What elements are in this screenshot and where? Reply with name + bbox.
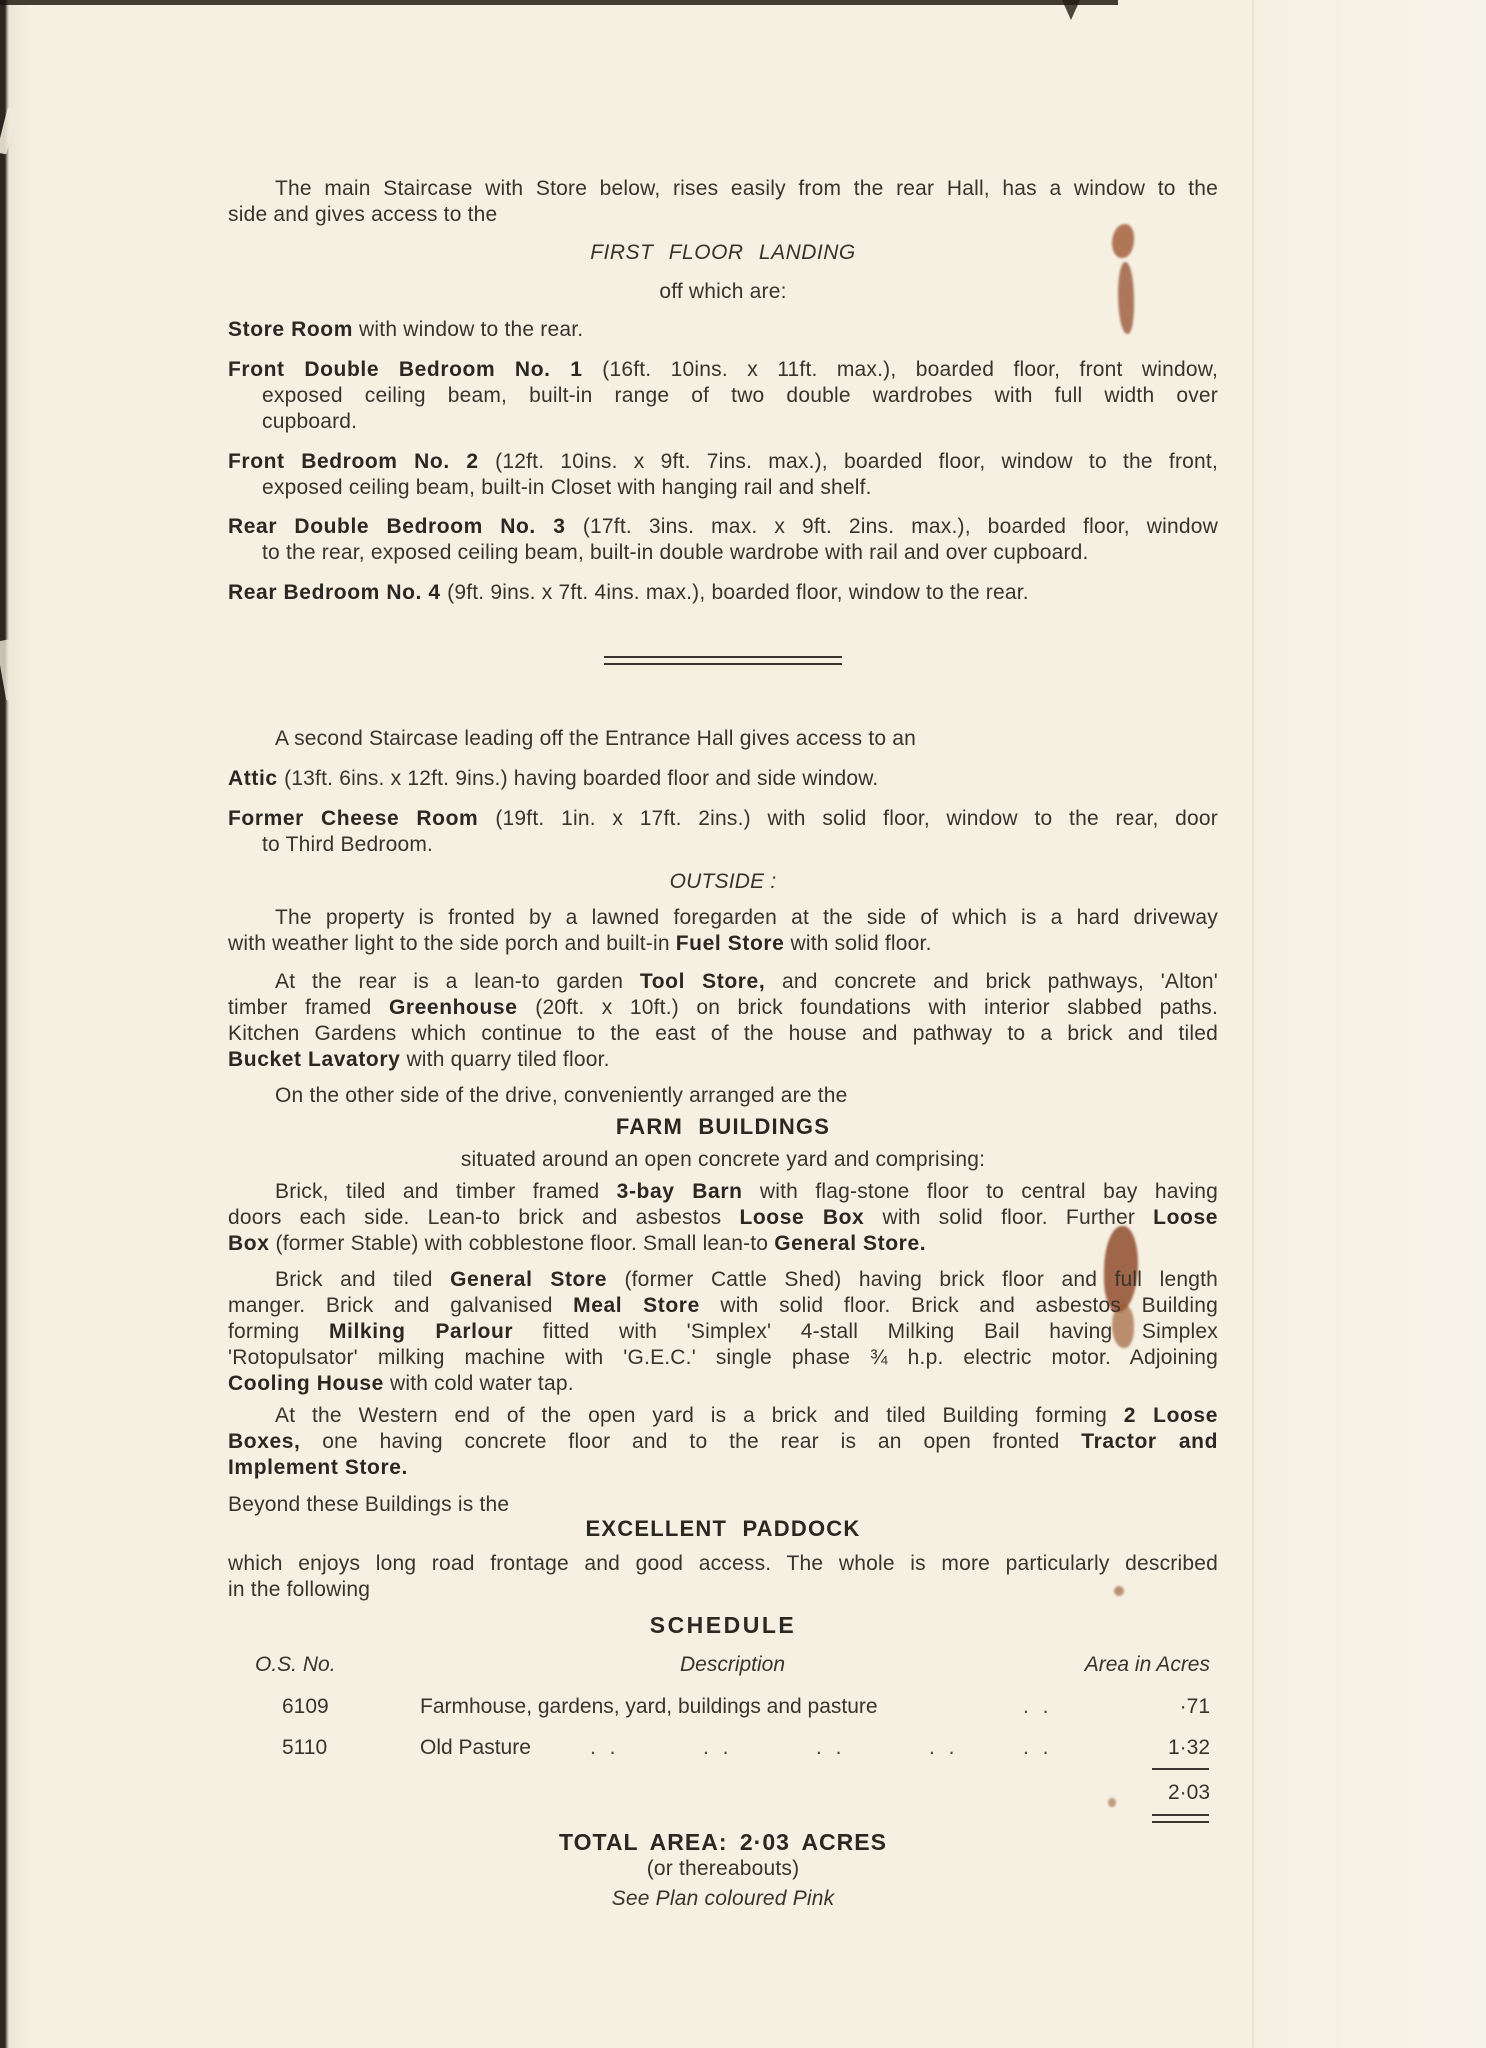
beyond-buildings-line <box>228 1492 1218 1518</box>
loose-boxes-paragraph <box>228 1403 1218 1481</box>
text-line: The property is fronted by a lawned foregarden at the side of which is a hard driveway <box>275 906 1218 929</box>
dot-leader: . . <box>1023 1736 1053 1759</box>
text-line: Former Cheese Room (19ft. 1in. x 17ft. 2ins.) with solid floor, window to the rear, door <box>228 807 1219 830</box>
heading-outside: OUTSIDE : <box>669 870 777 893</box>
total-double-rule <box>1152 1814 1209 1823</box>
heading-schedule: SCHEDULE <box>649 1612 797 1638</box>
page-left-edge <box>0 0 9 2048</box>
paddock-description-paragraph <box>228 1551 1218 1603</box>
schedule-row <box>228 1694 1218 1720</box>
property-front-paragraph <box>228 905 1218 957</box>
text-line: Boxes, one having concrete floor and to the rear is an open fronted Tractor and <box>228 1430 1218 1453</box>
text-line: Attic (13ft. 6ins. x 12ft. 9ins.) having boarded floor and side window. <box>228 767 879 790</box>
dot-leader: . . <box>1023 1695 1053 1718</box>
text-line: Beyond these Buildings is the <box>228 1493 510 1516</box>
column-header-description: Description <box>680 1653 786 1676</box>
section-divider <box>228 656 1218 665</box>
text-line: manger. Brick and galvanised Meal Store with solid floor. Brick and asbestos Building <box>228 1294 1218 1317</box>
text-line: exposed ceiling beam, built-in range of two double wardrobes with full width over <box>262 384 1218 407</box>
text-line: Box (former Stable) with cobblestone floor. Small lean-to General Store. <box>228 1232 927 1255</box>
column-header-os-no: O.S. No. <box>255 1653 336 1676</box>
dot-leader: . . <box>703 1736 733 1759</box>
os-number: 5110 <box>282 1736 328 1759</box>
room-front-double-bedroom-1 <box>228 357 1218 435</box>
subheading-situated: situated around an open concrete yard and comprising: <box>460 1148 986 1171</box>
general-store-paragraph <box>228 1267 1218 1397</box>
barn-paragraph <box>228 1179 1218 1257</box>
text-line: Cooling House with cold water tap. <box>228 1372 574 1395</box>
text-line: in the following <box>228 1578 371 1601</box>
room-store-room <box>228 317 1218 343</box>
second-staircase-paragraph <box>228 726 1218 752</box>
text-line: Kitchen Gardens which continue to the east of the house and pathway to a brick and tiled <box>228 1022 1218 1045</box>
heading-excellent-paddock: EXCELLENT PADDOCK <box>585 1516 861 1541</box>
thereabouts-line: (or thereabouts) <box>646 1857 800 1880</box>
rear-garden-paragraph <box>228 969 1218 1073</box>
text-line: On the other side of the drive, conveniently arranged are the <box>275 1084 848 1107</box>
text-line: to the rear, exposed ceiling beam, built-in double wardrobe with rail and over cupboard. <box>262 541 1089 564</box>
text-line: to Third Bedroom. <box>262 833 434 856</box>
schedule-row <box>228 1735 1218 1761</box>
parcel-description: Old Pasture <box>420 1736 531 1759</box>
subheading-off-which-are: off which are: <box>659 280 787 303</box>
dot-leader: . . <box>929 1736 959 1759</box>
text-line: which enjoys long road frontage and good access. The whole is more particularly described <box>228 1552 1218 1575</box>
dot-leader: . . <box>816 1736 846 1759</box>
text-line: At the Western end of the open yard is a brick and tiled Building forming 2 Loose <box>275 1404 1218 1427</box>
room-front-bedroom-2 <box>228 449 1218 501</box>
text-line: Brick, tiled and timber framed 3-bay Barn with flag-stone floor to central bay having <box>275 1180 1218 1203</box>
intro-paragraph <box>228 176 1218 228</box>
text-line: Rear Double Bedroom No. 3 (17ft. 3ins. max. x 9ft. 2ins. max.), boarded floor, window <box>228 515 1218 538</box>
total-acreage-value: 2·03 <box>1167 1781 1210 1804</box>
text-line: Rear Bedroom No. 4 (9ft. 9ins. x 7ft. 4ins. max.), boarded floor, window to the rear. <box>228 581 1029 604</box>
other-side-line <box>228 1083 1218 1109</box>
page-fold-crease <box>1252 0 1254 2048</box>
text-line: Brick and tiled General Store (former Cattle Shed) having brick floor and full length <box>275 1268 1218 1291</box>
text-line: A second Staircase leading off the Entrance Hall gives access to an <box>275 727 917 750</box>
text-line: cupboard. <box>262 410 358 433</box>
parcel-description: Farmhouse, gardens, yard, buildings and pasture <box>420 1695 878 1718</box>
acreage-value: 1·32 <box>1167 1736 1210 1759</box>
text-line: Front Bedroom No. 2 (12ft. 10ins. x 9ft. 7ins. max.), boarded floor, window to the front, <box>228 450 1218 473</box>
text-line: The main Staircase with Store below, rises easily from the rear Hall, has a window to the <box>275 177 1218 200</box>
schedule-header-row <box>228 1652 1218 1678</box>
text-line: side and gives access to the <box>228 203 498 226</box>
schedule-total-row <box>228 1780 1218 1806</box>
double-rule <box>604 656 842 665</box>
see-plan-line: See Plan coloured Pink <box>611 1887 835 1910</box>
text-line: timber framed Greenhouse (20ft. x 10ft.) on brick foundations with interior slabbed paths. <box>228 996 1219 1019</box>
page-top-notch <box>1062 0 1080 20</box>
text-line: forming Milking Parlour fitted with 'Simplex' 4-stall Milking Bail having Simplex <box>228 1320 1219 1343</box>
room-former-cheese-room <box>228 806 1218 858</box>
text-line: doors each side. Lean-to brick and asbestos Loose Box with solid floor. Further Loose <box>228 1206 1218 1229</box>
total-area-line: TOTAL AREA: 2·03 ACRES <box>559 1829 887 1855</box>
text-line: At the rear is a lean-to garden Tool Store, and concrete and brick pathways, 'Alton' <box>275 970 1218 993</box>
text-line: with weather light to the side porch and built-in Fuel Store with solid floor. <box>228 932 932 955</box>
text-line: Store Room with window to the rear. <box>228 318 584 341</box>
room-attic <box>228 766 1218 792</box>
os-number: 6109 <box>282 1695 329 1718</box>
heading-first-floor-landing: FIRST FLOOR LANDING <box>590 241 856 264</box>
text-line: exposed ceiling beam, built-in Closet with hanging rail and shelf. <box>262 476 872 499</box>
column-header-area: Area in Acres <box>1084 1653 1210 1676</box>
text-line: Bucket Lavatory with quarry tiled floor. <box>228 1048 610 1071</box>
heading-farm-buildings: FARM BUILDINGS <box>615 1114 831 1139</box>
acreage-value: ·71 <box>1179 1695 1210 1718</box>
room-rear-double-bedroom-3 <box>228 514 1218 566</box>
text-line: 'Rotopulsator' milking machine with 'G.E.C.' single phase ¾ h.p. electric motor. Adjoining <box>228 1346 1218 1369</box>
text-line: Front Double Bedroom No. 1 (16ft. 10ins. x 11ft. max.), boarded floor, front window, <box>228 358 1218 381</box>
room-rear-bedroom-4 <box>228 580 1218 606</box>
total-rule <box>1152 1768 1209 1770</box>
dot-leader: . . <box>590 1736 620 1759</box>
page-top-edge <box>0 0 1118 5</box>
text-line: Implement Store. <box>228 1456 408 1479</box>
